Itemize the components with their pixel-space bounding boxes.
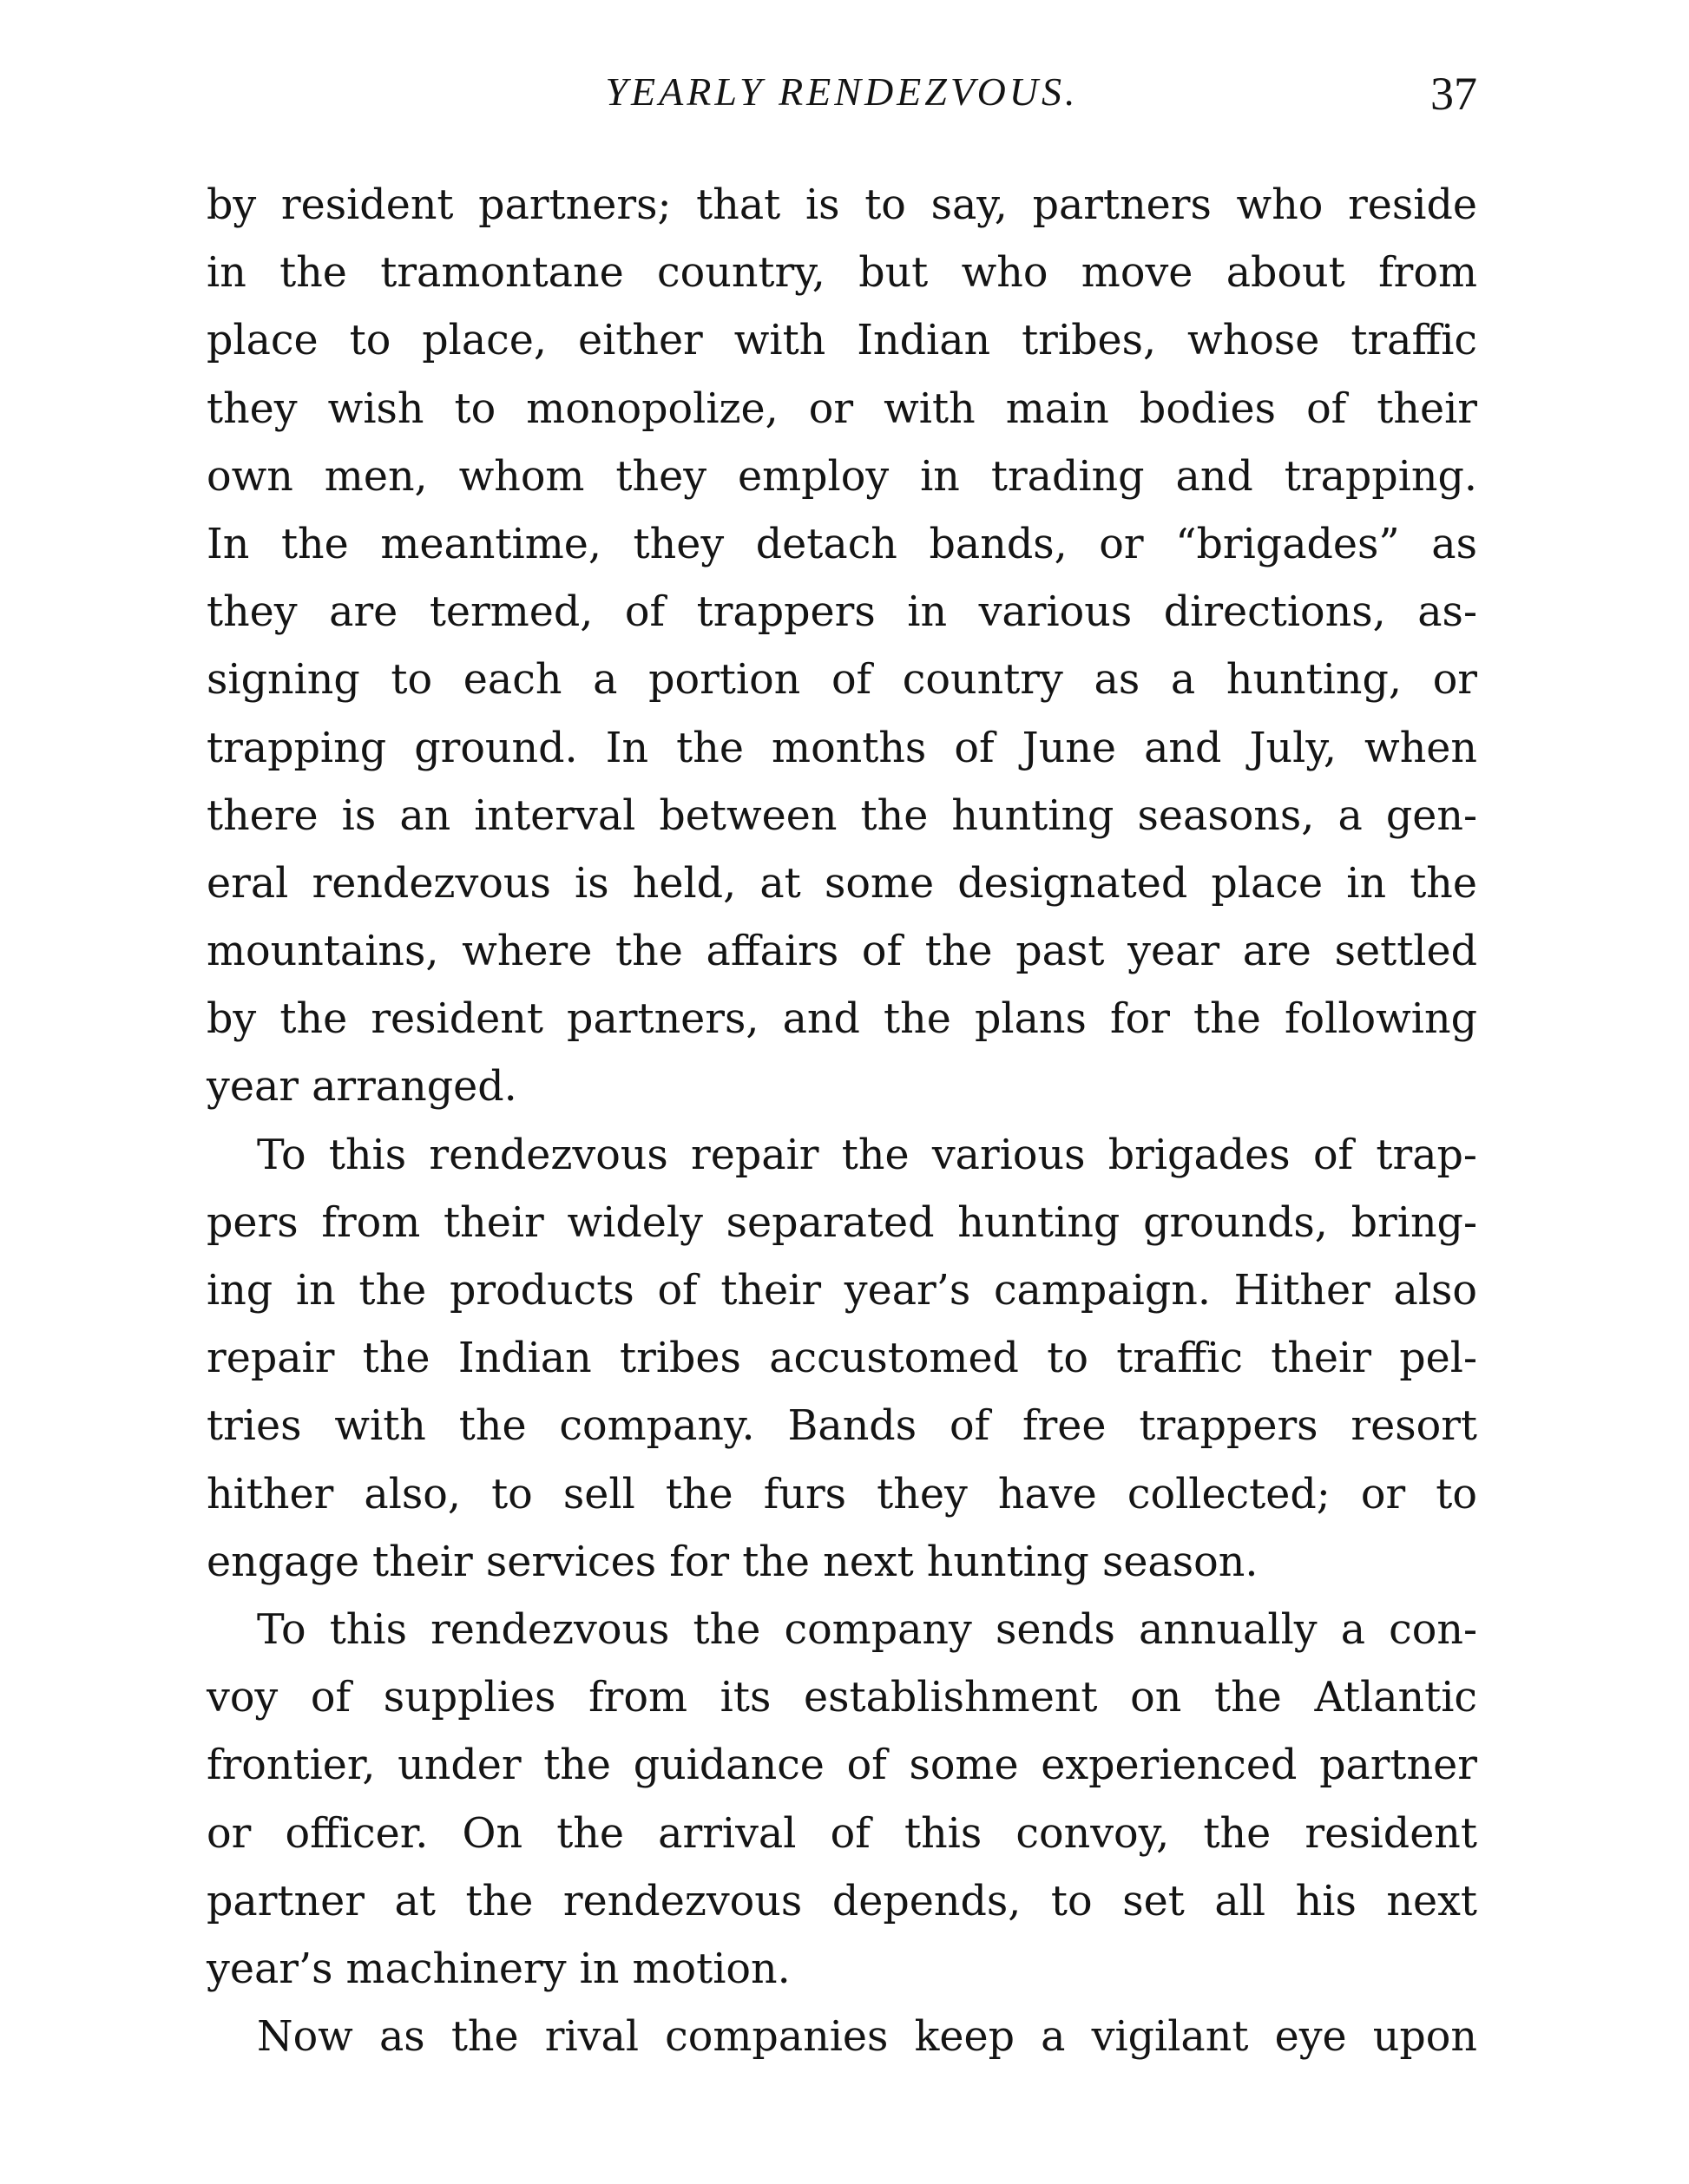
text-line: To this rendezvous repair the various brigades of trap- bbox=[257, 1131, 1477, 1179]
text-line: pers from their widely separated hunting grounds, bring- bbox=[207, 1198, 1477, 1247]
text-line: they wish to monopolize, or with main bodies of their bbox=[207, 384, 1477, 433]
paragraph bbox=[207, 172, 1477, 1122]
text-line: signing to each a portion of country as a hunting, or bbox=[207, 656, 1477, 705]
text-line: repair the Indian tribes accustomed to traffic their pel- bbox=[207, 1335, 1477, 1383]
text-line: frontier, under the guidance of some experienced partner bbox=[207, 1741, 1477, 1790]
text-line: ing in the products of their year’s campaign. Hither also bbox=[207, 1267, 1477, 1315]
text-line: place to place, either with Indian tribes, whose traffic bbox=[207, 317, 1477, 365]
running-title: YEARLY RENDEZVOUS. bbox=[605, 69, 1079, 114]
paragraph bbox=[207, 1122, 1477, 1597]
text-line: To this rendezvous the company sends annually a con- bbox=[257, 1605, 1477, 1654]
text-line: year arranged. bbox=[207, 1063, 517, 1112]
body-text bbox=[207, 172, 1477, 2071]
text-line: Now as the rival companies keep a vigilant eye upon bbox=[257, 2013, 1477, 2062]
text-line: mountains, where the affairs of the past year are settled bbox=[207, 928, 1477, 976]
text-line: partner at the rendezvous depends, to set all his next bbox=[207, 1877, 1477, 1925]
text-line: they are termed, of trappers in various directions, as- bbox=[207, 588, 1477, 637]
text-line: there is an interval between the hunting seasons, a gen- bbox=[207, 791, 1477, 840]
text-line: eral rendezvous is held, at some designated place in the bbox=[207, 859, 1477, 908]
paragraph bbox=[207, 2004, 1477, 2071]
text-line: tries with the company. Bands of free trappers resort bbox=[207, 1402, 1477, 1451]
page-number: 37 bbox=[1430, 68, 1477, 120]
text-line: in the tramontane country, but who move about from bbox=[207, 249, 1477, 298]
text-line: trapping ground. In the months of June and July, when bbox=[207, 724, 1477, 772]
text-line: In the meantime, they detach bands, or “brigades” as bbox=[207, 520, 1477, 568]
text-line: engage their services for the next hunting season. bbox=[207, 1538, 1259, 1586]
text-line: hither also, to sell the furs they have collected; or to bbox=[207, 1470, 1477, 1518]
text-line: by resident partners; that is to say, partners who reside bbox=[207, 181, 1477, 229]
text-line: or officer. On the arrival of this convoy, the resident bbox=[207, 1809, 1477, 1858]
running-head bbox=[207, 62, 1477, 123]
text-line: by the resident partners, and the plans for the following bbox=[207, 995, 1477, 1044]
text-line: year’s machinery in motion. bbox=[207, 1945, 791, 1993]
text-line: voy of supplies from its establishment on the Atlantic bbox=[207, 1674, 1477, 1722]
paragraph bbox=[207, 1597, 1477, 2004]
text-line: own men, whom they employ in trading and trapping. bbox=[207, 452, 1477, 501]
